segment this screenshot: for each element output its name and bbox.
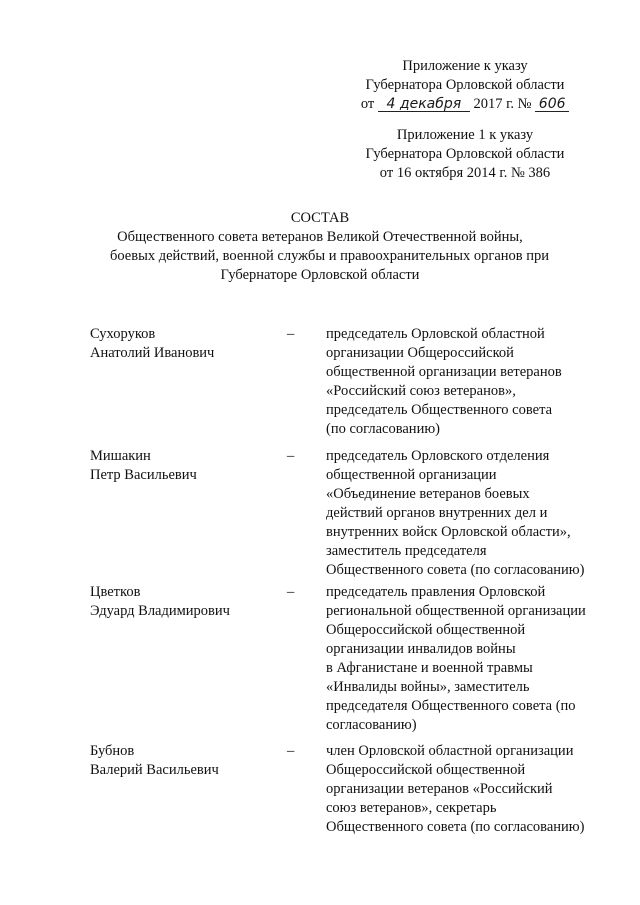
dash-separator: – [287, 743, 295, 759]
role-line: Общественного совета (по согласованию) [326, 819, 585, 835]
year-label: 2017 г. № [473, 96, 532, 112]
role-line: председатель Орловского отделения [326, 448, 550, 464]
member-role [326, 742, 610, 837]
role-line: член Орловской областной организации [326, 743, 574, 759]
role-line: председатель Общественного совета [326, 402, 553, 418]
appendix-line: Приложение к указу [402, 58, 528, 74]
title-line: боевых действий, военной службы и правоохранительных органов при [110, 248, 550, 264]
role-line: союз ветеранов», секретарь [326, 800, 497, 816]
role-line: внутренних войск Орловской области», [326, 524, 571, 540]
appendix-header-original [330, 126, 600, 183]
role-line: общественной организации [326, 467, 497, 483]
role-line: «Инвалиды войны», заместитель [326, 679, 530, 695]
appendix-header-current [330, 57, 600, 114]
appendix-date-line: от 16 октября 2014 г. № 386 [379, 165, 551, 181]
dash-separator: – [287, 584, 295, 600]
dash-separator: – [287, 448, 295, 464]
title-line: Общественного совета ветеранов Великой Отечественной войны, [117, 229, 523, 245]
role-line: Общероссийской общественной [326, 622, 526, 638]
member-name [90, 325, 280, 363]
member-name [90, 447, 280, 485]
member-given-name: Валерий Васильевич [90, 762, 219, 778]
title-line: Губернаторе Орловской области [220, 267, 420, 283]
appendix-issuer-line: Губернатора Орловской области [365, 146, 565, 162]
role-line: организации ветеранов «Российский [326, 781, 553, 797]
member-name [90, 742, 280, 780]
date-prefix: от [360, 96, 375, 112]
member-role [326, 447, 610, 580]
role-line: (по согласованию) [326, 421, 440, 437]
role-line: заместитель председателя [326, 543, 487, 559]
role-line: «Объединение ветеранов боевых [326, 486, 530, 502]
member-given-name: Эдуард Владимирович [90, 603, 230, 619]
member-surname: Сухоруков [90, 326, 156, 342]
handwritten-date: 4 декабря [378, 97, 470, 112]
role-line: Общероссийской общественной [326, 762, 526, 778]
role-line: Общественного совета (по согласованию) [326, 562, 585, 578]
member-given-name: Анатолий Иванович [90, 345, 215, 361]
appendix-issuer-line: Губернатора Орловской области [365, 77, 565, 93]
member-surname: Цветков [90, 584, 141, 600]
role-line: организации инвалидов войны [326, 641, 516, 657]
handwritten-number: 606 [535, 97, 569, 112]
member-role [326, 583, 610, 735]
dash-separator: – [287, 326, 295, 342]
role-line: председатель Орловской областной [326, 326, 545, 342]
member-surname: Мишакин [90, 448, 151, 464]
appendix-line: Приложение 1 к указу [396, 127, 534, 143]
role-line: председателя Общественного совета (по [326, 698, 576, 714]
member-given-name: Петр Васильевич [90, 467, 197, 483]
title-heading: СОСТАВ [290, 210, 350, 226]
role-line: общественной организации ветеранов [326, 364, 562, 380]
role-line: согласованию) [326, 717, 417, 733]
role-line: региональной общественной организации [326, 603, 586, 619]
role-line: председатель правления Орловской [326, 584, 546, 600]
role-line: «Российский союз ветеранов», [326, 383, 516, 399]
member-surname: Бубнов [90, 743, 135, 759]
role-line: в Афганистане и военной травмы [326, 660, 533, 676]
member-name [90, 583, 280, 621]
appendix-date-line [330, 95, 600, 114]
member-role [326, 325, 610, 439]
role-line: действий органов внутренних дел и [326, 505, 548, 521]
role-line: организации Общероссийской [326, 345, 514, 361]
document-title [110, 209, 550, 285]
